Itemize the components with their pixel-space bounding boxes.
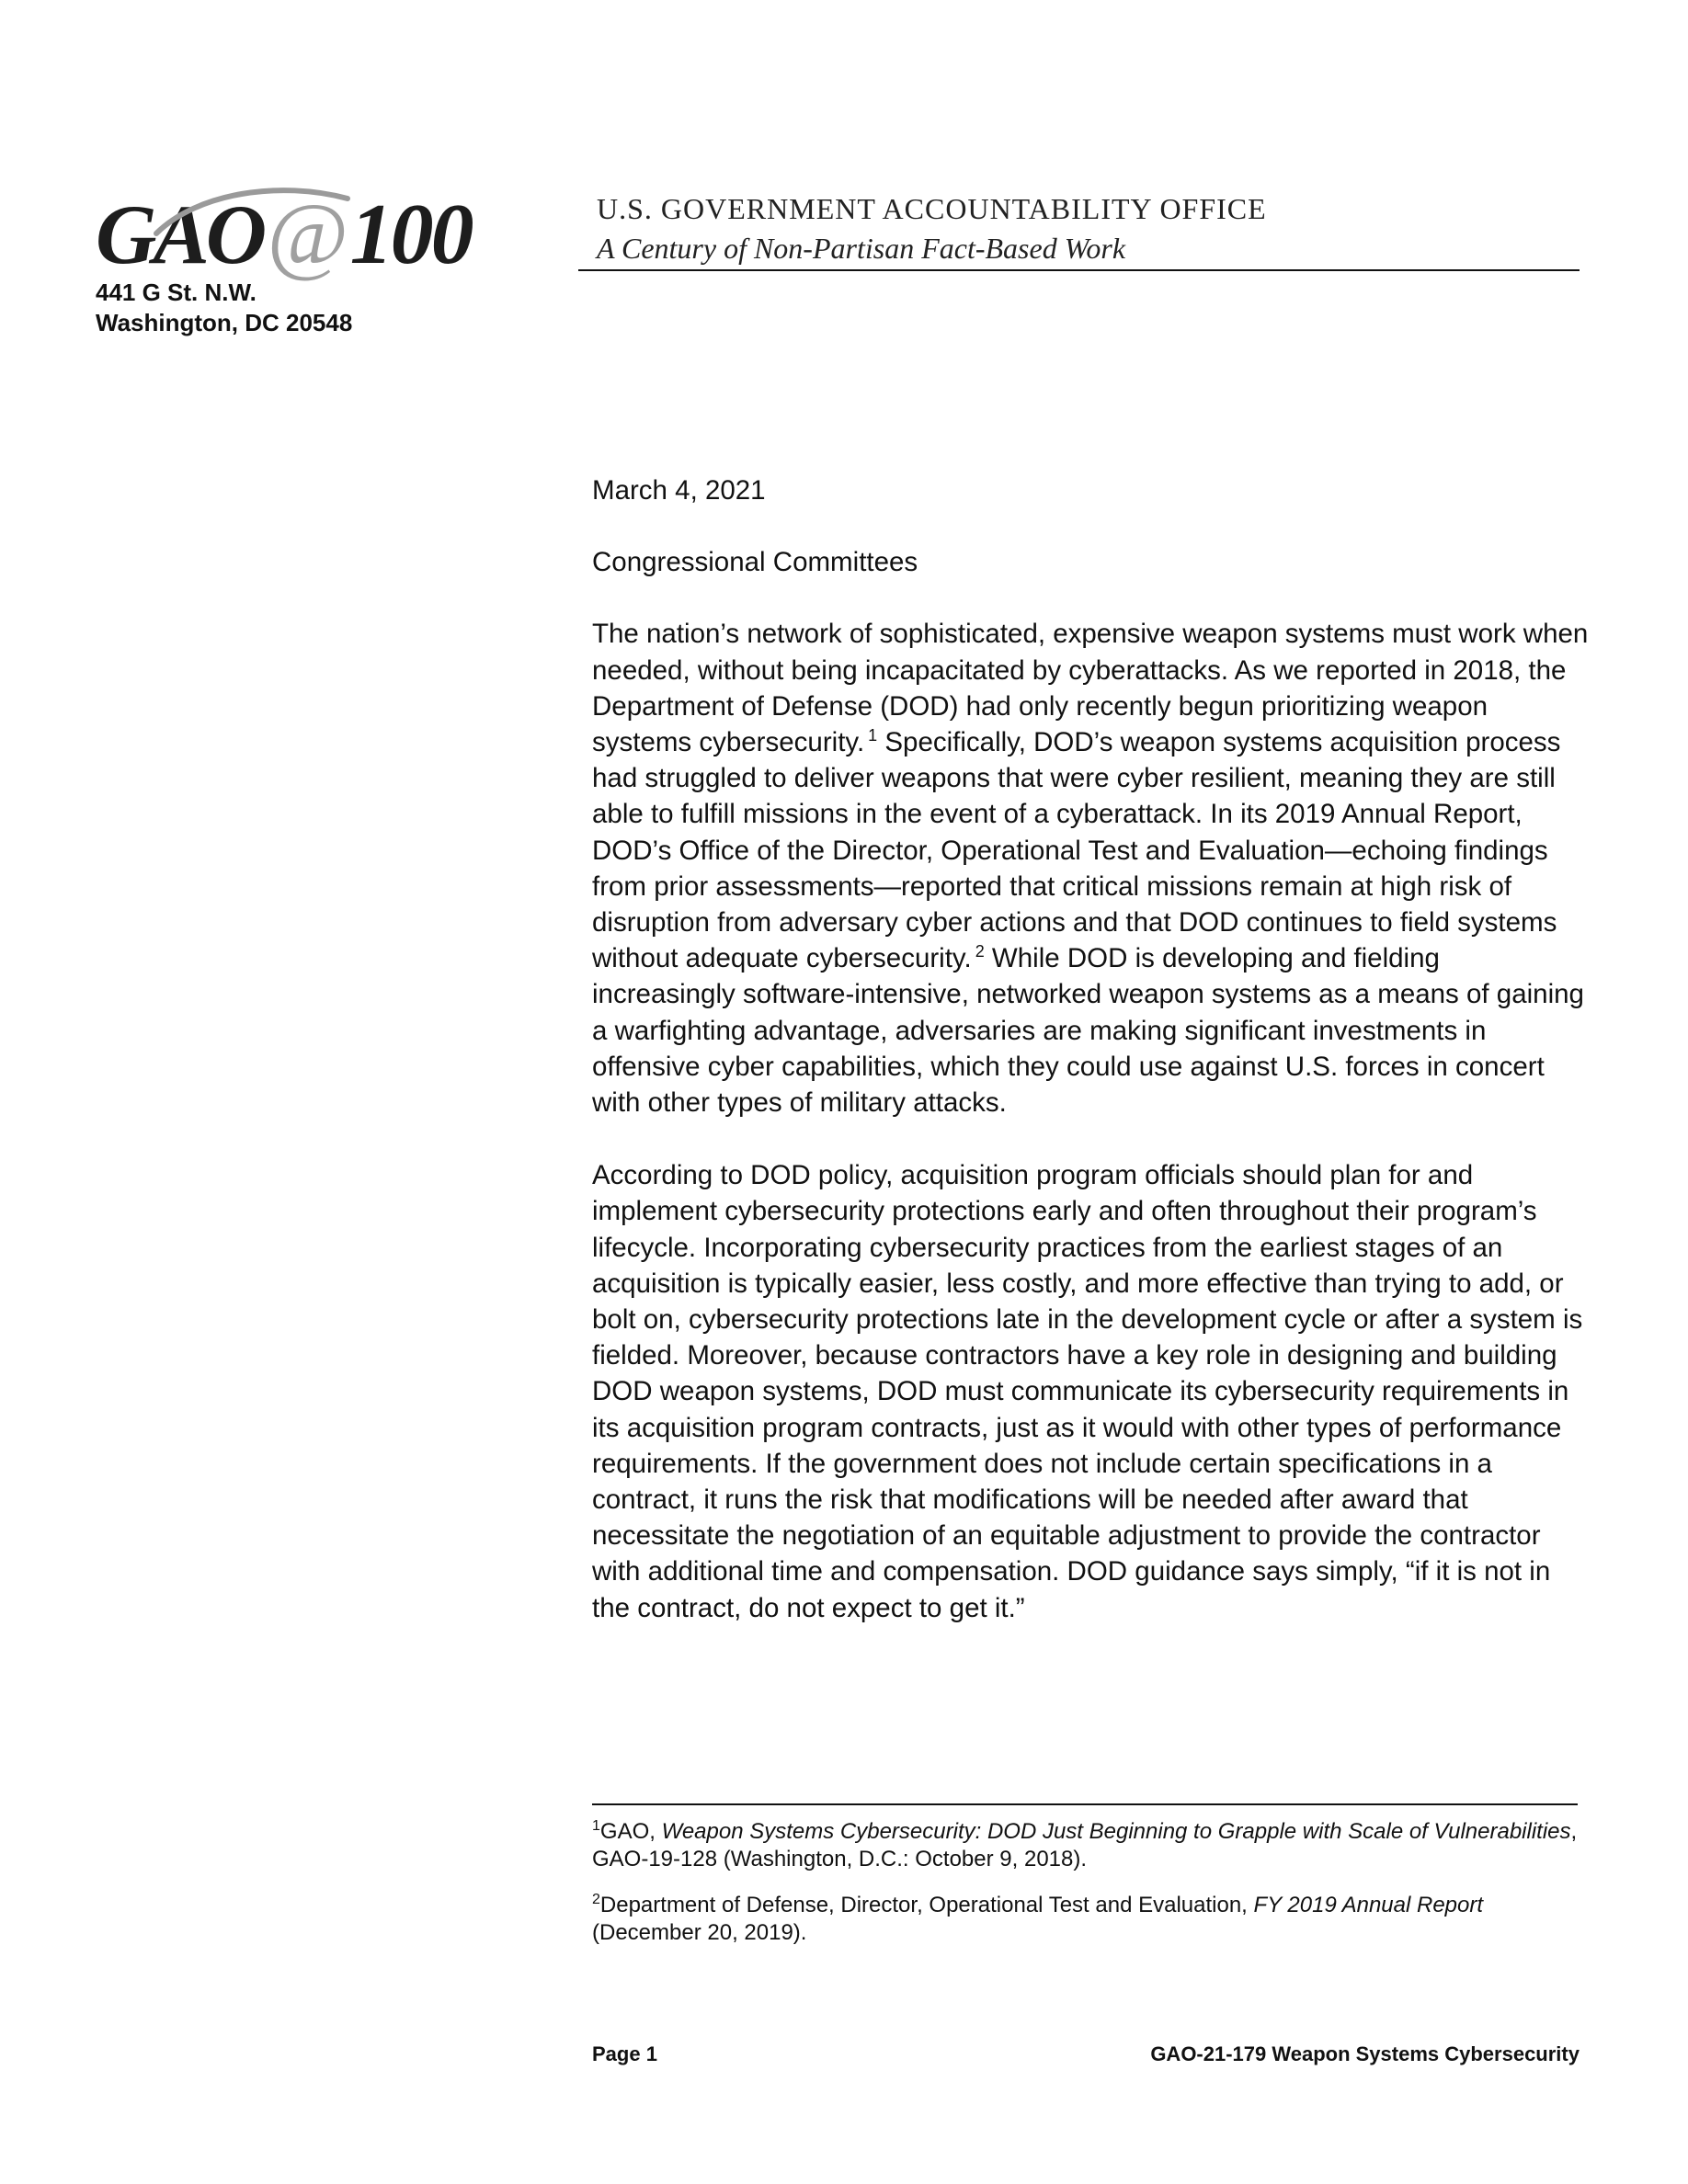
letter-salutation: Congressional Committees bbox=[592, 547, 918, 578]
body-paragraph-2: According to DOD policy, acquisition program officials should plan for and implement cybersecurity protections early and often throughout their program’s lifecycle. Incorporating cybersecurity practices from the earliest stages of an acquisition is typically easier, less costly, and more effective than trying to add, or bolt on, cybersecurity protections late in the development cycle or after a system is fielded. Moreover, because contractors have a key role in designing and building DOD weapon systems, DOD must communicate its cybersecurity requirements in its acquisition program contracts, just as it would with other types of performance requirements. If the government does not include certain specifications in a contract, it runs the risk that modifications will be needed after award that necessitate the negotiation of an equitable adjustment to provide the contractor with additional time and compensation. DOD guidance says simply, “if it is not in the contract, do not expect to get it.” bbox=[592, 1160, 1583, 1623]
footnote-1-suffix: , GAO-19-128 (Washington, D.C.: October 9, 2018). bbox=[592, 1819, 1578, 1871]
footnote-2-suffix: (December 20, 2019). bbox=[592, 1920, 807, 1945]
footnote-ref-2[interactable]: 2 bbox=[975, 942, 985, 961]
footnote-divider bbox=[592, 1803, 1578, 1805]
footnote-2-title: FY 2019 Annual Report bbox=[1253, 1893, 1484, 1917]
office-address bbox=[96, 278, 352, 338]
body-paragraph-1 bbox=[592, 616, 1590, 1120]
page-number: Page 1 bbox=[592, 2042, 657, 2065]
paragraph-1-text-b: Specifically, DOD’s weapon systems acquisition process had struggled to deliver weapons that were cyber resilient, meaning they are still able to fulfill missions in the event of a cyberattack. In its 2019 Annual Report, DOD’s Office of the Director, Operational Test and Evaluation—echoing findings from prior assessments—reported that critical missions remain at high risk of disruption from adversary cyber actions and that DOD continues to field systems without adequate cybersecurity. bbox=[592, 727, 1561, 974]
address-line-2: Washington, DC 20548 bbox=[96, 309, 353, 336]
report-identifier: GAO-21-179 Weapon Systems Cybersecurity bbox=[1150, 2042, 1580, 2065]
paragraph-1-text-c: While DOD is developing and fielding increasingly software-intensive, networked weapon systems as a means of gaining a warfighting advantage, adversaries are making significant investments in offensive cyber capabilities, which they could use against U.S. forces in concert with other types of military attacks. bbox=[592, 943, 1584, 1119]
org-tagline: A Century of Non-Partisan Fact-Based Work bbox=[597, 232, 1126, 265]
footnote-1 bbox=[592, 1818, 1585, 1873]
footnote-ref-1[interactable]: 1 bbox=[868, 726, 878, 745]
logo-at-sign: @ bbox=[267, 185, 348, 283]
paragraph-1-text-a: The nation’s network of sophisticated, expensive weapon systems must work when needed, without being incapacitated by cyberattacks. As we reported in 2018, the Department of Defense (DOD) had only recently begun prioritizing weapon systems cybersecurity. bbox=[592, 619, 1589, 758]
footnote-1-number: 1 bbox=[592, 1818, 600, 1834]
address-line-1: 441 G St. N.W. bbox=[96, 279, 257, 306]
logo-100-text: 100 bbox=[349, 187, 472, 282]
letter-date: March 4, 2021 bbox=[592, 475, 766, 506]
footnote-2 bbox=[592, 1892, 1585, 1947]
logo-gao-text: GAO bbox=[96, 188, 264, 281]
footnote-1-title: Weapon Systems Cybersecurity: DOD Just Beginning to Grapple with Scale of Vulnerabilities bbox=[661, 1819, 1571, 1844]
org-name: U.S. GOVERNMENT ACCOUNTABILITY OFFICE bbox=[597, 192, 1267, 225]
header-divider bbox=[578, 269, 1580, 271]
footnote-1-prefix: GAO, bbox=[599, 1819, 662, 1844]
footnote-2-number: 2 bbox=[592, 1892, 600, 1907]
letter-body bbox=[592, 472, 1590, 1626]
gao-100-logo bbox=[96, 185, 472, 283]
footnotes bbox=[592, 1818, 1585, 1965]
footnote-2-prefix: Department of Defense, Director, Operational Test and Evaluation, bbox=[599, 1893, 1254, 1917]
